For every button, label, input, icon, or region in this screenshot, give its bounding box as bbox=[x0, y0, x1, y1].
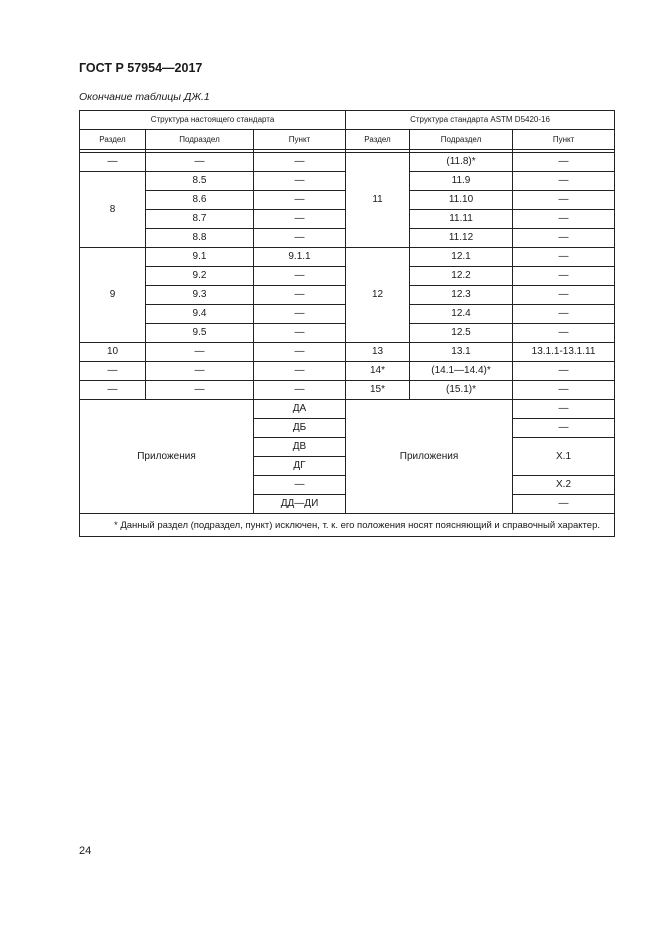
cell: 11.12 bbox=[410, 229, 513, 248]
cell: 12.2 bbox=[410, 267, 513, 286]
col-header-right-item: Пункт bbox=[513, 130, 615, 150]
appendix-cell: — bbox=[513, 495, 615, 514]
appendix-cell: ДА bbox=[254, 400, 346, 419]
cell: — bbox=[513, 248, 615, 267]
cell-right-section-11: 11 bbox=[346, 153, 410, 248]
group-header-row bbox=[80, 111, 615, 130]
page-number: 24 bbox=[79, 845, 92, 857]
cell: — bbox=[254, 210, 346, 229]
cell: — bbox=[513, 324, 615, 343]
cell: 12.1 bbox=[410, 248, 513, 267]
table-row bbox=[80, 362, 615, 381]
cell: — bbox=[254, 362, 346, 381]
cell: — bbox=[513, 362, 615, 381]
col-header-left-section: Раздел bbox=[80, 130, 146, 150]
cell: 11.9 bbox=[410, 172, 513, 191]
cell: — bbox=[254, 286, 346, 305]
table-row bbox=[80, 248, 615, 267]
cell: — bbox=[254, 229, 346, 248]
cell: 8.7 bbox=[146, 210, 254, 229]
appendix-cell: ДБ bbox=[254, 419, 346, 438]
cell: 12.3 bbox=[410, 286, 513, 305]
appendix-label-right: Приложения bbox=[346, 400, 513, 514]
footnote-text: * Данный раздел (подраздел, пункт) исключен, т. к. его положения носят поясняющий и справочный характер. bbox=[114, 520, 600, 531]
cell: 8.6 bbox=[146, 191, 254, 210]
cell: 13.1 bbox=[410, 343, 513, 362]
table-row bbox=[80, 381, 615, 400]
appendix-cell: ДГ bbox=[254, 457, 346, 476]
cell: 13 bbox=[346, 343, 410, 362]
column-header-row bbox=[80, 130, 615, 150]
cell: — bbox=[513, 210, 615, 229]
cell: 9.4 bbox=[146, 305, 254, 324]
cell: (14.1—14.4)* bbox=[410, 362, 513, 381]
col-header-right-subsection: Подраздел bbox=[410, 130, 513, 150]
cell: 8.8 bbox=[146, 229, 254, 248]
cell-section-9: 9 bbox=[80, 248, 146, 343]
cell: — bbox=[513, 286, 615, 305]
cell: — bbox=[80, 153, 146, 172]
col-header-left-subsection: Подраздел bbox=[146, 130, 254, 150]
footnote-cell bbox=[80, 514, 615, 537]
appendix-cell: — bbox=[254, 476, 346, 495]
appendix-cell: — bbox=[513, 419, 615, 438]
cell: — bbox=[254, 191, 346, 210]
cell: (15.1)* bbox=[410, 381, 513, 400]
cell: 12.5 bbox=[410, 324, 513, 343]
cell: — bbox=[513, 305, 615, 324]
cell-section-8: 8 bbox=[80, 172, 146, 248]
table-caption: Окончание таблицы ДЖ.1 bbox=[79, 91, 210, 103]
cell: 13.1.1-13.1.11 bbox=[513, 343, 615, 362]
cell: — bbox=[254, 153, 346, 172]
cell: 9.1 bbox=[146, 248, 254, 267]
cell: — bbox=[80, 381, 146, 400]
cell: 15* bbox=[346, 381, 410, 400]
left-group-header: Структура настоящего стандарта bbox=[80, 111, 346, 130]
cell: 14* bbox=[346, 362, 410, 381]
cell: — bbox=[254, 305, 346, 324]
appendix-cell: — bbox=[513, 400, 615, 419]
footnote-row bbox=[80, 514, 615, 537]
cell: 11.11 bbox=[410, 210, 513, 229]
appendix-cell: ДВ bbox=[254, 438, 346, 457]
cell: 12.4 bbox=[410, 305, 513, 324]
col-header-right-section: Раздел bbox=[346, 130, 410, 150]
cell: — bbox=[146, 362, 254, 381]
cell: — bbox=[254, 343, 346, 362]
cell: — bbox=[146, 153, 254, 172]
cell: 9.5 bbox=[146, 324, 254, 343]
table-row bbox=[80, 343, 615, 362]
correspondence-table bbox=[79, 110, 615, 537]
appendix-cell: Х.2 bbox=[513, 476, 615, 495]
cell-right-section-12: 12 bbox=[346, 248, 410, 343]
cell: — bbox=[146, 381, 254, 400]
cell: — bbox=[513, 191, 615, 210]
cell: — bbox=[513, 172, 615, 191]
cell: 11.10 bbox=[410, 191, 513, 210]
appendix-cell: Х.1 bbox=[513, 438, 615, 476]
cell: 9.3 bbox=[146, 286, 254, 305]
cell: — bbox=[254, 267, 346, 286]
cell: — bbox=[513, 381, 615, 400]
cell: 9.1.1 bbox=[254, 248, 346, 267]
appendix-row bbox=[80, 400, 615, 419]
cell: — bbox=[80, 362, 146, 381]
cell: — bbox=[513, 229, 615, 248]
cell: 9.2 bbox=[146, 267, 254, 286]
right-group-header: Структура стандарта ASTM D5420-16 bbox=[346, 111, 615, 130]
cell: 10 bbox=[80, 343, 146, 362]
table-row bbox=[80, 153, 615, 172]
cell: — bbox=[254, 324, 346, 343]
cell: (11.8)* bbox=[410, 153, 513, 172]
cell: — bbox=[513, 267, 615, 286]
cell: — bbox=[513, 153, 615, 172]
appendix-label-left: Приложения bbox=[80, 400, 254, 514]
appendix-cell: ДД—ДИ bbox=[254, 495, 346, 514]
cell: — bbox=[254, 172, 346, 191]
cell: — bbox=[254, 381, 346, 400]
standard-code: ГОСТ Р 57954—2017 bbox=[79, 61, 203, 75]
cell: 8.5 bbox=[146, 172, 254, 191]
col-header-left-item: Пункт bbox=[254, 130, 346, 150]
cell: — bbox=[146, 343, 254, 362]
